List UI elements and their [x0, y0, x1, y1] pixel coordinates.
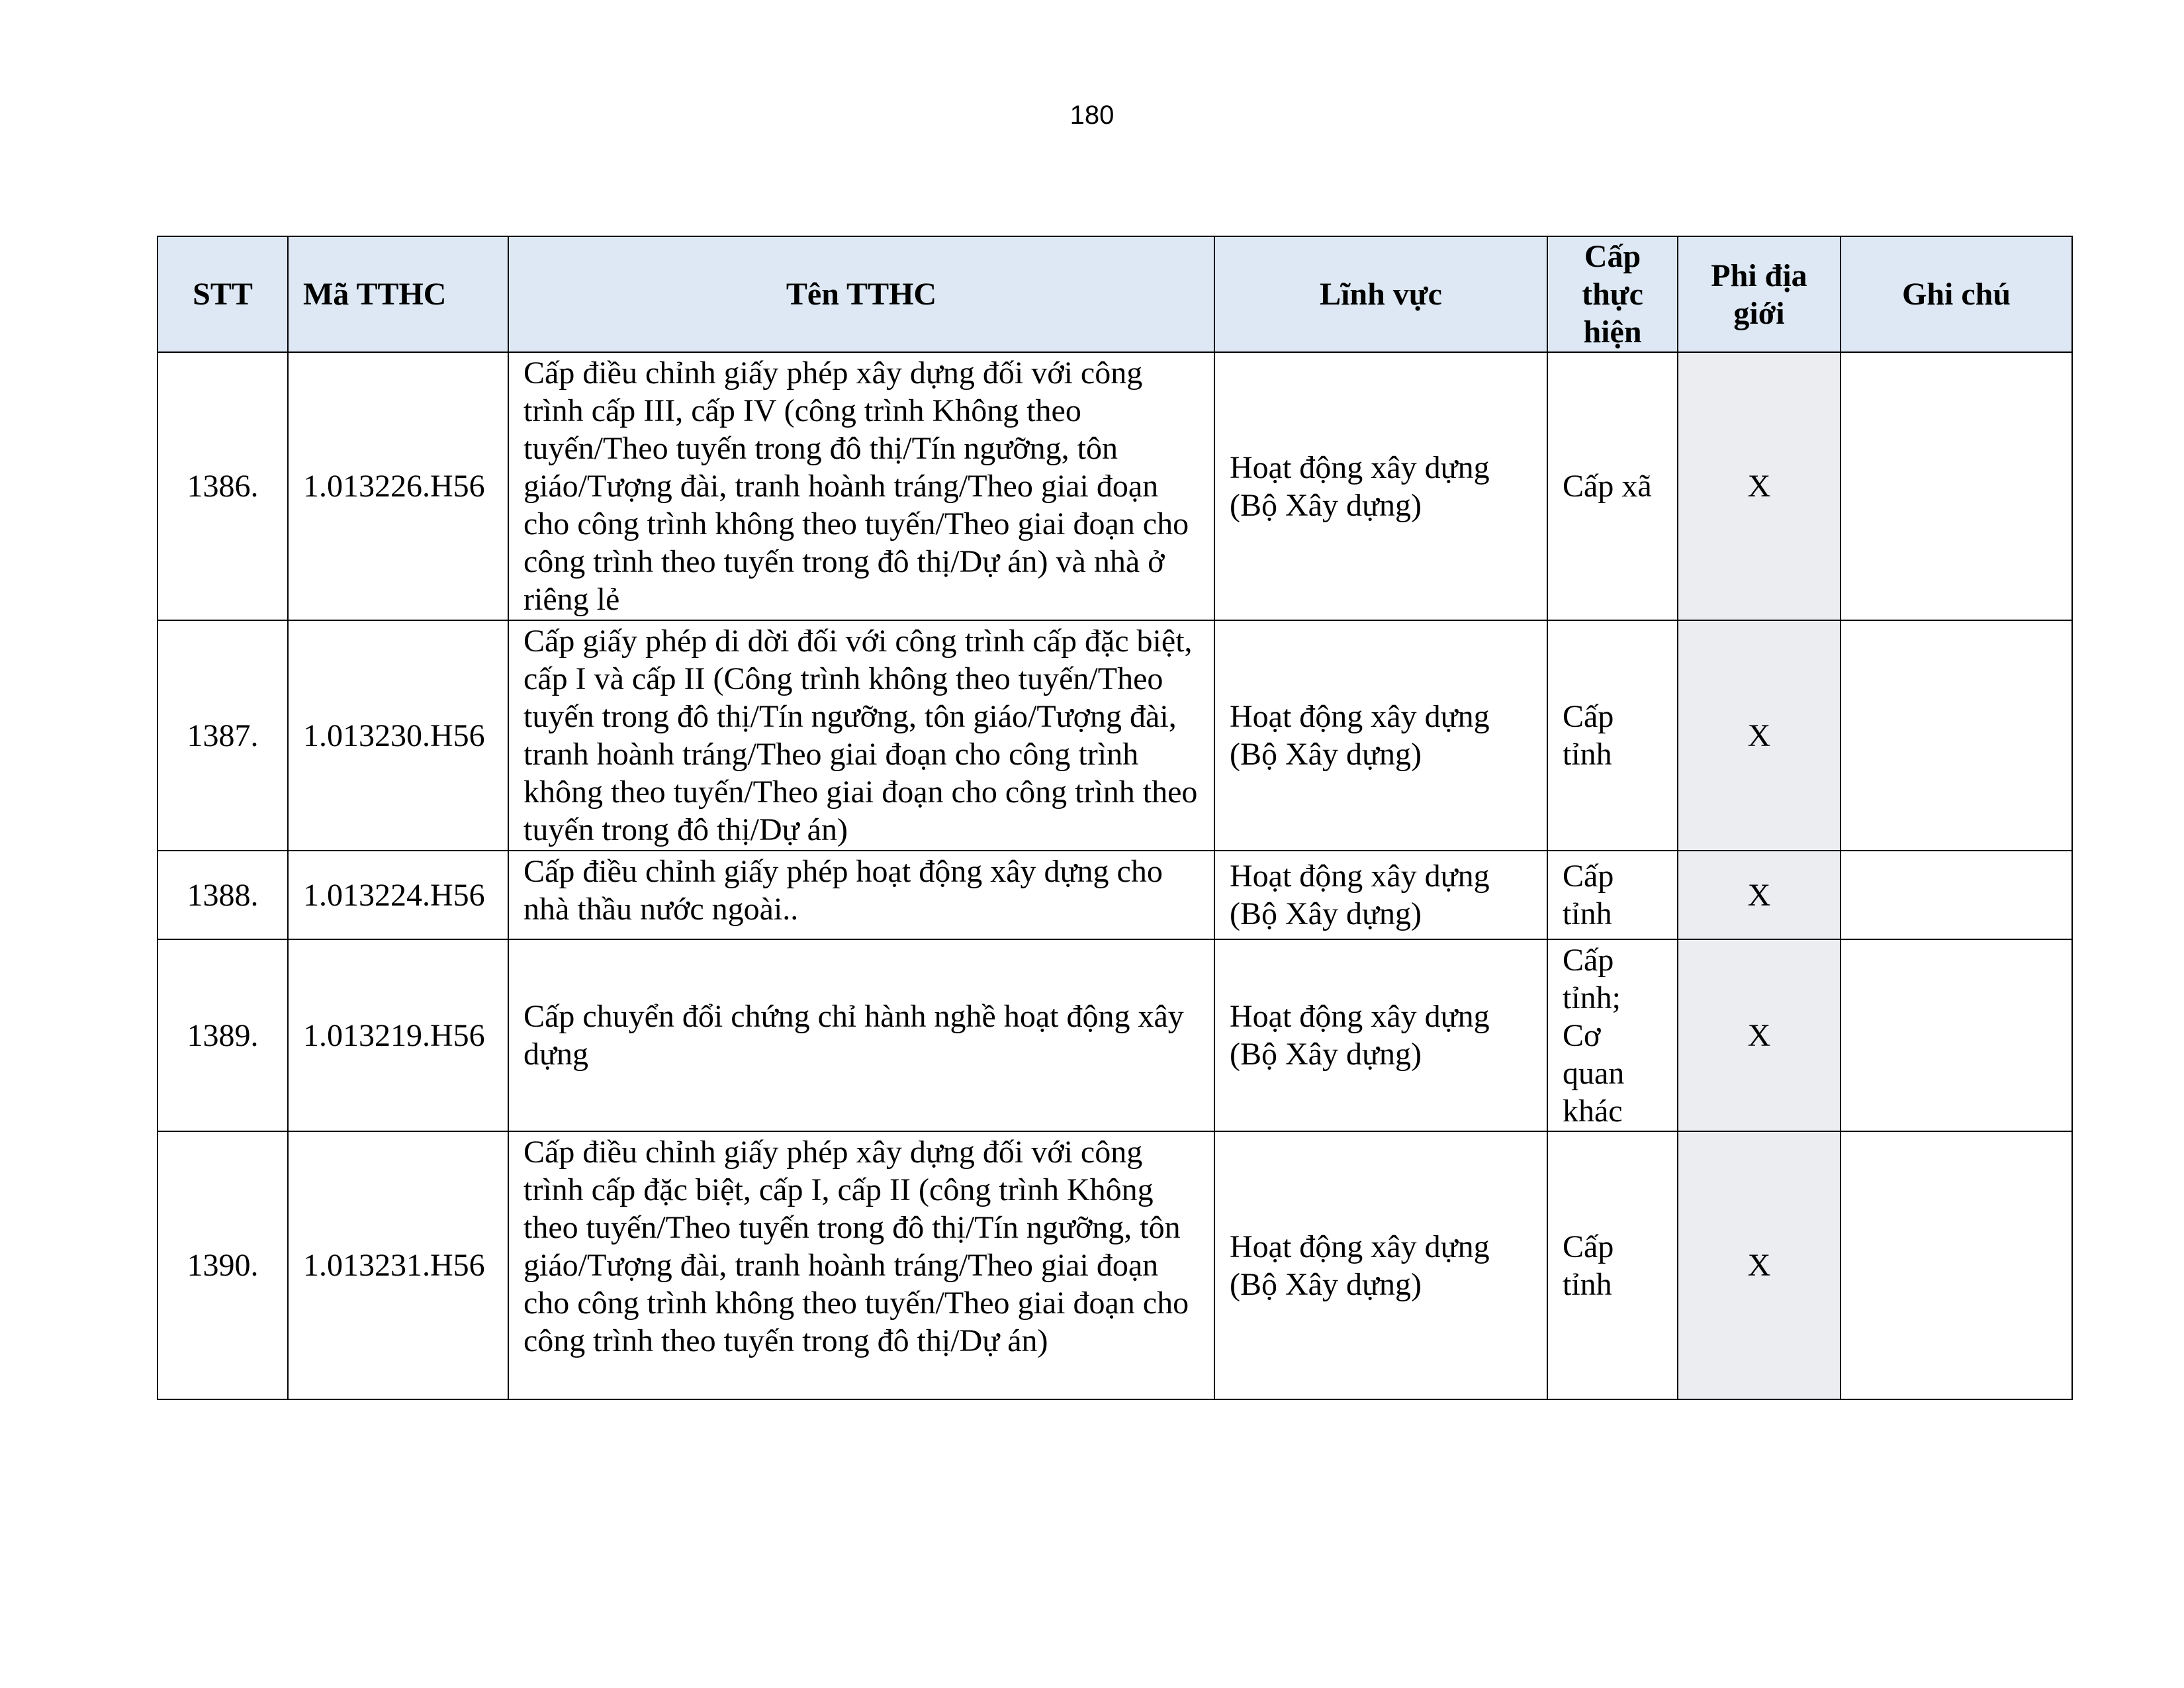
cell-cap-thuc-hien: Cấp tỉnh — [1547, 1131, 1678, 1399]
cell-stt: 1388. — [158, 851, 288, 939]
cell-ma-tthc: 1.013231.H56 — [288, 1131, 508, 1399]
header-cap-thuc-hien: Cấp thực hiện — [1547, 236, 1678, 352]
cell-ma-tthc: 1.013226.H56 — [288, 352, 508, 620]
table-row — [158, 851, 2072, 939]
cell-phi-dia-gioi: X — [1678, 620, 1841, 851]
header-ma-tthc: Mã TTHC — [288, 236, 508, 352]
cell-ma-tthc: 1.013230.H56 — [288, 620, 508, 851]
cell-ten-tthc: Cấp giấy phép di dời đối với công trình cấp đặc biệt, cấp I và cấp II (Công trình không theo tuyến/Theo tuyến trong đô thị/Tín ngưỡng, tôn giáo/Tượng đài, tranh hoành tráng/Theo giai đoạn cho công trình không theo tuyến/Theo giai đoạn cho công trình theo tuyến trong đô thị/Dự án) — [508, 620, 1214, 851]
cell-phi-dia-gioi: X — [1678, 851, 1841, 939]
cell-stt: 1387. — [158, 620, 288, 851]
header-stt: STT — [158, 236, 288, 352]
header-ghi-chu: Ghi chú — [1841, 236, 2072, 352]
cell-cap-thuc-hien: Cấp tỉnh — [1547, 620, 1678, 851]
table-row — [158, 352, 2072, 620]
cell-ten-tthc: Cấp điều chỉnh giấy phép hoạt động xây dựng cho nhà thầu nước ngoài.. — [508, 851, 1214, 939]
cell-ten-tthc: Cấp điều chỉnh giấy phép xây dựng đối với công trình cấp đặc biệt, cấp I, cấp II (công trình Không theo tuyến/Theo tuyến trong đô thị/Tín ngưỡng, tôn giáo/Tượng đài, tranh hoành tráng/Theo giai đoạn cho công trình không theo tuyến/Theo giai đoạn cho công trình theo tuyến trong đô thị/Dự án) — [508, 1131, 1214, 1399]
cell-linh-vuc: Hoạt động xây dựng (Bộ Xây dựng) — [1214, 1131, 1547, 1399]
cell-ghi-chu — [1841, 352, 2072, 620]
table-row — [158, 939, 2072, 1131]
page-number: 180 — [1069, 101, 1115, 130]
cell-cap-thuc-hien: Cấp xã — [1547, 352, 1678, 620]
cell-stt: 1390. — [158, 1131, 288, 1399]
cell-phi-dia-gioi: X — [1678, 352, 1841, 620]
cell-ghi-chu — [1841, 1131, 2072, 1399]
cell-phi-dia-gioi: X — [1678, 1131, 1841, 1399]
cell-ten-tthc: Cấp điều chỉnh giấy phép xây dựng đối với công trình cấp III, cấp IV (công trình Không theo tuyến/Theo tuyến trong đô thị/Tín ngưỡng, tôn giáo/Tượng đài, tranh hoành tráng/Theo giai đoạn cho công trình không theo tuyến/Theo giai đoạn cho công trình theo tuyến trong đô thị/Dự án) và nhà ở riêng lẻ — [508, 352, 1214, 620]
cell-stt: 1389. — [158, 939, 288, 1131]
cell-ghi-chu — [1841, 851, 2072, 939]
cell-ma-tthc: 1.013224.H56 — [288, 851, 508, 939]
header-ten-tthc: Tên TTHC — [508, 236, 1214, 352]
table-row — [158, 620, 2072, 851]
table-row — [158, 1131, 2072, 1399]
cell-ten-tthc: Cấp chuyển đổi chứng chỉ hành nghề hoạt động xây dựng — [508, 939, 1214, 1131]
cell-ma-tthc: 1.013219.H56 — [288, 939, 508, 1131]
cell-linh-vuc: Hoạt động xây dựng (Bộ Xây dựng) — [1214, 620, 1547, 851]
cell-linh-vuc: Hoạt động xây dựng (Bộ Xây dựng) — [1214, 352, 1547, 620]
cell-linh-vuc: Hoạt động xây dựng (Bộ Xây dựng) — [1214, 939, 1547, 1131]
cell-cap-thuc-hien: Cấp tỉnh — [1547, 851, 1678, 939]
cell-cap-thuc-hien: Cấp tỉnh; Cơ quan khác — [1547, 939, 1678, 1131]
header-phi-dia-gioi: Phi địa giới — [1678, 236, 1841, 352]
cell-ghi-chu — [1841, 939, 2072, 1131]
cell-stt: 1386. — [158, 352, 288, 620]
procedures-table — [157, 236, 2073, 1400]
header-linh-vuc: Lĩnh vực — [1214, 236, 1547, 352]
table-header-row — [158, 236, 2072, 352]
cell-linh-vuc: Hoạt động xây dựng (Bộ Xây dựng) — [1214, 851, 1547, 939]
cell-phi-dia-gioi: X — [1678, 939, 1841, 1131]
cell-ghi-chu — [1841, 620, 2072, 851]
